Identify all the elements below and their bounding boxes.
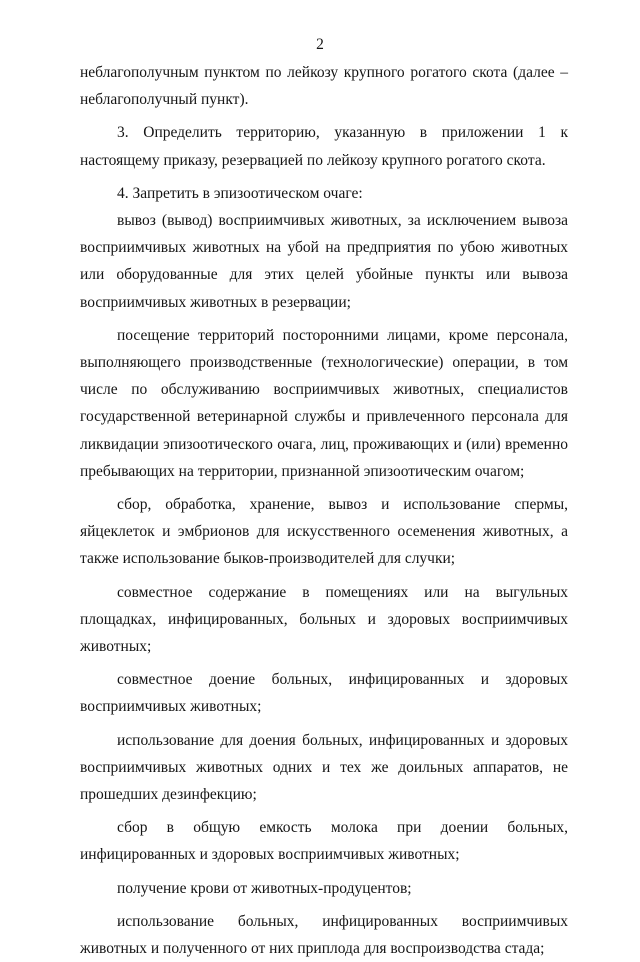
paragraph-prohibition-export: вывоз (вывод) восприимчивых животных, за исключением вывоза восприимчивых животных на убой на предприятия по убою животных или оборудованные для этих целей убойные пункты или вывоза восприимчивых животных в резервации; [80,212,568,311]
paragraph-prohibition-milk-collection: сбор в общую емкость молока при доении больных, инфицированных и здоровых восприимчивых животных; [80,819,568,864]
paragraph-prohibition-semen: сбор, обработка, хранение, вывоз и использование спермы, яйцеклеток и эмбрионов для искусственного осеменения животных, а также использование быков-производителей для случки; [80,496,568,568]
document-body [80,59,568,962]
paragraph-item-4: 4. Запретить в эпизоотическом очаге: [117,184,363,202]
paragraph-item-3: 3. Определить территорию, указанную в приложении 1 к настоящему приказу, резервацией по лейкозу крупного рогатого скота. [80,124,568,169]
paragraph-prohibition-keeping: совместное содержание в помещениях или на выгульных площадках, инфицированных, больных и здоровых восприимчивых животных; [80,583,568,656]
paragraph-continuation: неблагополучным пунктом по лейкозу крупного рогатого скота (далее – неблагополучный пункт). [80,64,568,109]
page-number: 2 [316,36,324,53]
paragraph-prohibition-visits: посещение территорий посторонними лицами, кроме персонала, выполняющего производственные (технологические) операции, в том числе по обслуживанию восприимчивых животных, специалистов государственной ветеринарной службы и привлеченного персонала для ликвидации эпизоотического очага, лиц, проживающих и (или) временно пребывающих на территории, признанной эпизоотическим очагом; [80,326,568,480]
paragraph-prohibition-equipment: использование для доения больных, инфицированных и здоровых восприимчивых животных одних и тех же доильных аппаратов, не прошедших дезинфекцию; [80,731,568,804]
paragraph-prohibition-blood: получение крови от животных-продуцентов; [117,879,412,897]
paragraph-prohibition-milking: совместное доение больных, инфицированных и здоровых восприимчивых животных; [80,671,568,716]
paragraph-prohibition-breeding: использование больных, инфицированных восприимчивых животных и полученного от них приплода для воспроизводства стада; [80,912,568,958]
